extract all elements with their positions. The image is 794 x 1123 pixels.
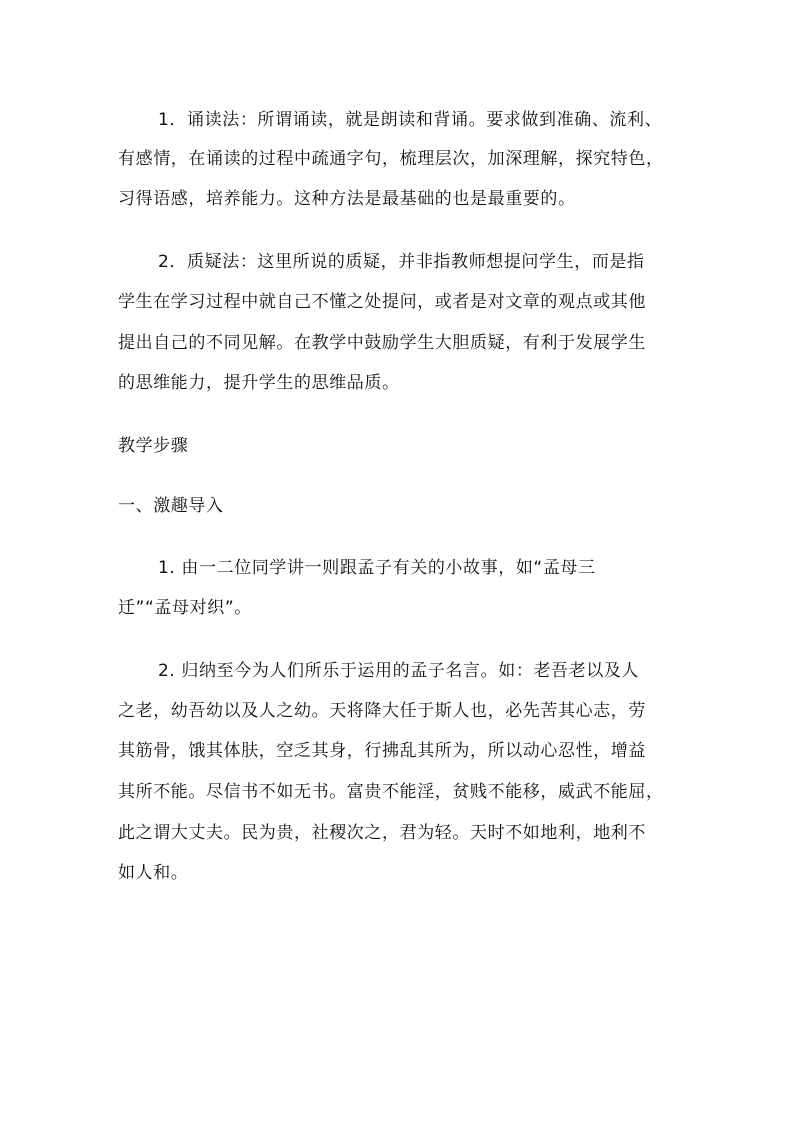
step2-line-1: 2. 归纳至今为人们所乐于运用的孟子名言。如：老吾老以及人	[158, 661, 640, 681]
heading-teaching-steps: 教学步骤	[118, 436, 189, 456]
step1-line-2: 迁”“孟母对织”。	[118, 598, 252, 618]
heading-intro: 一、激趣导入	[118, 496, 224, 516]
step2-line-4: 其所不能。尽信书不如无书。富贵不能淫，贫贱不能移，威武不能屈，	[118, 782, 664, 802]
method2-line-2: 学生在学习过程中就自己不懂之处提问，或者是对文章的观点或其他	[118, 292, 646, 312]
method1-line-3: 习得语感，培养能力。这种方法是最基础的也是最重要的。	[118, 189, 576, 209]
step2-line-3: 其筋骨，饿其体肤，空乏其身，行拂乱其所为，所以动心忍性，增益	[118, 741, 646, 761]
step1-line-1: 1. 由一二位同学讲一则跟孟子有关的小故事，如“孟母三	[158, 558, 596, 578]
method2-line-4: 的思维能力，提升学生的思维品质。	[118, 373, 400, 393]
method2-line-3: 提出自己的不同见解。在教学中鼓励学生大胆质疑，有利于发展学生	[118, 333, 646, 353]
step2-line-6: 如人和。	[118, 863, 189, 883]
step2-line-2: 之老，幼吾幼以及人之幼。天将降大任于斯人也，必先苦其心志，劳	[118, 701, 646, 721]
step2-line-5: 此之谓大丈夫。民为贵，社稷次之，君为轻。天时不如地利，地利不	[118, 823, 646, 843]
method1-line-2: 有感情，在诵读的过程中疏通字句，梳理层次，加深理解，探究特色，	[118, 149, 664, 169]
method2-line-1: 2．质疑法：这里所说的质疑，并非指教师想提问学生，而是指	[158, 252, 645, 272]
method1-line-1: 1．诵读法：所谓诵读，就是朗读和背诵。要求做到准确、流利、	[158, 110, 663, 130]
